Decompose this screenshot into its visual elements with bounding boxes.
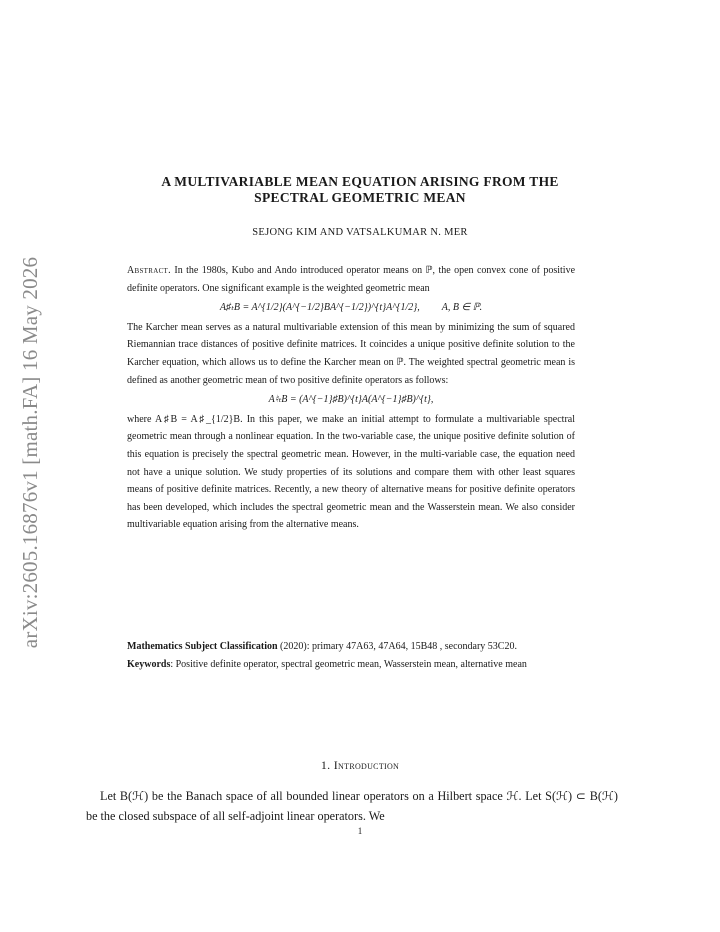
title-line-2: SPECTRAL GEOMETRIC MEAN — [254, 190, 466, 205]
arxiv-stamp — [10, 242, 52, 662]
arxiv-identifier: arXiv:2605.16876v1 [math.FA] 16 May 2026 — [18, 256, 43, 648]
keywords-label: Keywords — [127, 658, 171, 670]
introduction-paragraph: Let B(ℋ) be the Banach space of all bounded linear operators on a Hilbert space ℋ. Let S(ℋ) ⊂ B(ℋ) be the closed subspace of all self-adjoint linear operators. We — [86, 789, 618, 823]
paper-title — [100, 174, 620, 206]
equation-1: A♯ₜB = A^{1/2}(A^{−1/2}BA^{−1/2})^{t}A^{1/2}, — [219, 302, 420, 314]
msc-label: Mathematics Subject Classification — [127, 641, 278, 652]
page-number: 1 — [357, 826, 363, 836]
abstract-paragraph-3: where A♯B = A♯_{1/2}B. In this paper, we make an initial attempt to formulate a multivariable spectral geometric mean through a nonlinear equation. In the two-variable case, the unique positive definite solution of this equation is precisely the spectral geometric mean. However, in the multi-variable case, the equation need not have a unique solution. We study properties of its solutions and compare them with other least squares means of positive definite matrices. Recently, a new theory of alternative means for positive definite operators has been developed, which includes the spectral geometric mean and the Wasserstein mean. We also consider multivariable equation arising from the alternative means. — [127, 413, 575, 531]
equation-spectral-geometric-mean — [127, 391, 575, 409]
introduction-body — [86, 786, 618, 826]
abstract-paragraph-2: The Karcher mean serves as a natural multivariable extension of this mean by minimizing the sum of squared Riemannian trace distances of positive definite matrices. It coincides a unique positive definite solution to the Karcher equation, which allows us to define the Karcher mean on ℙ. The weighted spectral geometric mean is defined as another geometric mean of two positive definite operators as follows: — [127, 321, 575, 386]
abstract-text-1: In the 1980s, Kubo and Ando introduced operator means on ℙ, the open convex cone of positive definite operators. One significant example is the weighted geometric mean — [127, 265, 576, 294]
abstract — [127, 262, 575, 534]
msc-text: (2020): primary 47A63, 47A64, 15B48 , secondary 53C20. — [280, 641, 517, 652]
equation-1-domain: A, B ∈ ℙ. — [441, 302, 483, 314]
keywords-text: : Positive definite operator, spectral geometric mean, Wasserstein mean, alternative mean — [170, 658, 527, 670]
section-heading-introduction: 1. Introduction — [320, 758, 400, 772]
equation-weighted-geometric-mean — [127, 299, 575, 317]
abstract-paragraph-1 — [127, 262, 575, 297]
keywords-line — [127, 656, 575, 674]
classification-block — [127, 638, 575, 673]
abstract-heading: Abstract. — [127, 265, 171, 276]
msc-line — [127, 638, 575, 656]
authors: SEJONG KIM AND VATSALKUMAR N. MER — [252, 227, 468, 238]
title-line-1: A MULTIVARIABLE MEAN EQUATION ARISING FROM THE — [161, 174, 559, 189]
equation-2: A♮ₜB = (A^{−1}♯B)^{t}A(A^{−1}♯B)^{t}, — [268, 394, 434, 406]
